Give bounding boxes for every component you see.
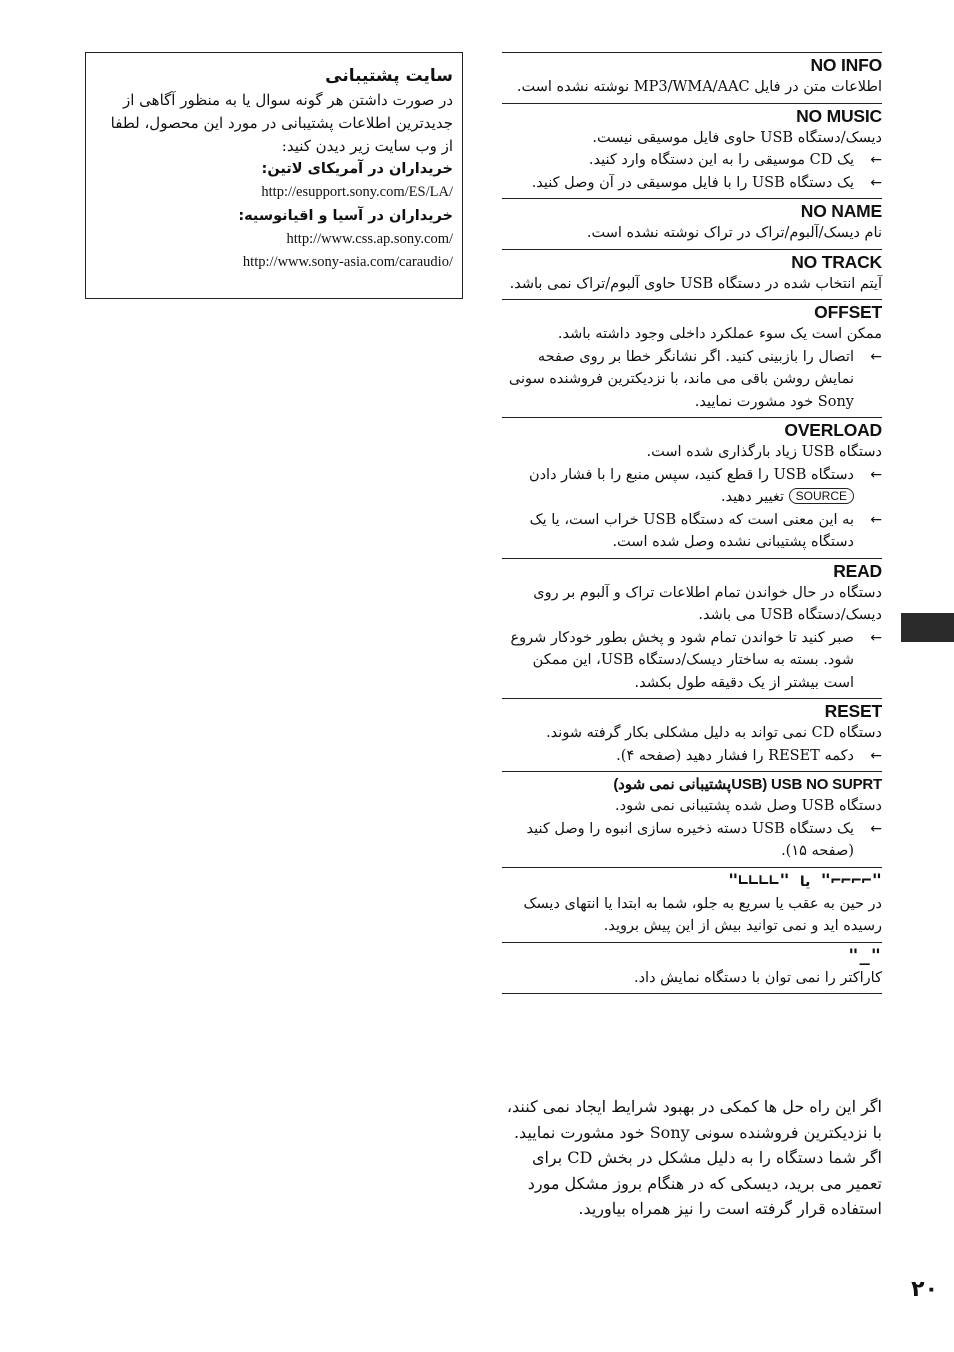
arrow-icon: ← — [870, 466, 882, 483]
asia-pacific-url-1[interactable]: http://www.css.ap.sony.com/ — [286, 230, 453, 247]
message-description: کاراکتر را نمی توان با دستگاه نمایش داد. — [633, 969, 882, 986]
message-no-info — [502, 52, 882, 103]
message-description: در حین به عقب یا سریع به جلو، شما به ابتدا یا انتهای دیسک رسیده اید و نمی توانید بیش از این پیش بروید. — [523, 895, 882, 934]
message-action: ← دستگاه USB را قطع کنید، سپس منبع را با فشار دادن SOURCE تغییر دهید. — [502, 464, 882, 509]
message-description: دستگاه CD نمی تواند به دلیل مشکلی بکار گرفته شوند. — [546, 725, 882, 741]
arrow-icon: ← — [870, 747, 882, 764]
final-note-paragraph-2: اگر شما دستگاه را به دلیل مشکل در بخش CD برای تعمیر می برید، دیسکی که در هنگام بروز مشکل مورد استفاده قرار گرفته است را نیز همراه بیاورید. — [527, 1148, 882, 1218]
message-code: NO INFO — [810, 55, 882, 75]
message-action: ← یک دستگاه USB را با فایل موسیقی در آن وصل کنید. — [502, 172, 882, 195]
message-description: دستگاه USB زیاد بارگذاری شده است. — [646, 444, 882, 460]
support-site-box — [85, 52, 463, 299]
message-code: "∟∟∟∟" یا "⌐⌐⌐⌐" — [728, 870, 882, 891]
asia-pacific-label: خریداران در آسیا و اقیانوسیه: — [238, 207, 453, 224]
source-button-label: SOURCE — [789, 488, 854, 504]
message-code: RESET — [824, 701, 882, 721]
message-code: NO TRACK — [791, 251, 882, 272]
arrow-icon: ← — [870, 820, 882, 837]
message-action: ← یک CD موسیقی را به این دستگاه وارد کنید. — [502, 149, 882, 172]
arrow-icon: ← — [870, 629, 882, 646]
message-description: نام دیسک/آلبوم/تراک در تراک نوشته نشده است. — [586, 225, 882, 241]
message-description: دیسک/دستگاه USB حاوی فایل موسیقی نیست. — [592, 129, 882, 146]
message-action: ← اتصال را بازبینی کنید. اگر نشانگر خطا بر روی صفحه نمایش روشن باقی می ماند، با نزدیکترین فروشنده سونی Sony خود مشورت نمایید. — [502, 346, 882, 414]
message-no-name — [502, 198, 882, 249]
message-description: دستگاه USB وصل شده پشتیبانی نمی شود. — [615, 798, 882, 814]
message-description: اطلاعات متن در فایل MP3/WMA/AAC نوشته نشده است. — [516, 79, 882, 95]
asia-pacific-url-2[interactable]: http://www.sony-asia.com/caraudio/ — [242, 254, 453, 270]
message-code: OVERLOAD — [784, 420, 882, 440]
arrow-icon: ← — [870, 348, 882, 365]
message-description: دستگاه در حال خواندن تمام اطلاعات تراک و آلبوم بر روی دیسک/دستگاه USB می باشد. — [533, 584, 882, 623]
message-code: READ — [833, 560, 882, 581]
message-action: ← یک دستگاه USB دسته ذخیره سازی انبوه را وصل کنید (صفحه ۱۵). — [502, 818, 882, 863]
message-description: آیتم انتخاب شده در دستگاه USB حاوی آلبوم/تراک نمی باشد. — [509, 275, 882, 292]
arrow-icon: ← — [870, 174, 882, 191]
message-code: NO NAME — [800, 201, 882, 221]
message-code: "_" — [848, 945, 882, 966]
message-usb-no-suprt — [502, 771, 882, 867]
latin-america-url[interactable]: http://esupport.sony.com/ES/LA/ — [261, 184, 453, 200]
message-no-music — [502, 103, 882, 199]
message-code: USB NO SUPRT (USBپشتیبانی نمی شود) — [613, 776, 882, 793]
message-code: OFFSET — [814, 302, 882, 322]
message-segments — [502, 867, 882, 942]
message-no-track — [502, 249, 882, 300]
message-code: NO MUSIC — [796, 105, 882, 126]
message-underscore — [502, 942, 882, 995]
error-message-list — [502, 52, 882, 994]
section-tab-marker — [901, 613, 954, 642]
latin-america-label: خریداران در آمریکای لاتین: — [261, 161, 453, 177]
message-action: ← صبر کنید تا خواندن تمام شود و پخش بطور خودکار شروع شود. بسته به ساختار دیسک/دستگاه USB، این ممکن است بیشتر از یک دقیقه طول بکشد. — [502, 627, 882, 695]
support-body: در صورت داشتن هر گونه سوال یا به منظور آگاهی از جدیدترین اطلاعات پشتیبانی در مورد این محصول، لطفا از وب سایت زیر دیدن کنید: — [110, 91, 453, 155]
message-action: ← به این معنی است که دستگاه USB خراب است، یا یک دستگاه پشتیبانی نشده وصل شده است. — [502, 509, 882, 554]
message-action: ← دکمه RESET را فشار دهید (صفحه ۴). — [502, 745, 882, 768]
arrow-icon: ← — [870, 152, 882, 168]
arrow-icon: ← — [870, 511, 882, 528]
support-title: سایت پشتیبانی — [325, 66, 453, 86]
final-note — [502, 1094, 882, 1222]
message-reset — [502, 698, 882, 771]
message-offset — [502, 299, 882, 417]
message-read — [502, 558, 882, 699]
page-number: ۲۰ — [911, 1277, 938, 1302]
final-note-paragraph-1: اگر این راه حل ها کمکی در بهبود شرایط ایجاد نمی کنند، با نزدیکترین فروشنده سونی Sony خود مشورت نمایید. — [506, 1097, 882, 1142]
message-overload — [502, 417, 882, 558]
message-description: ممکن است یک سوء عملکرد داخلی وجود داشته باشد. — [557, 326, 882, 342]
